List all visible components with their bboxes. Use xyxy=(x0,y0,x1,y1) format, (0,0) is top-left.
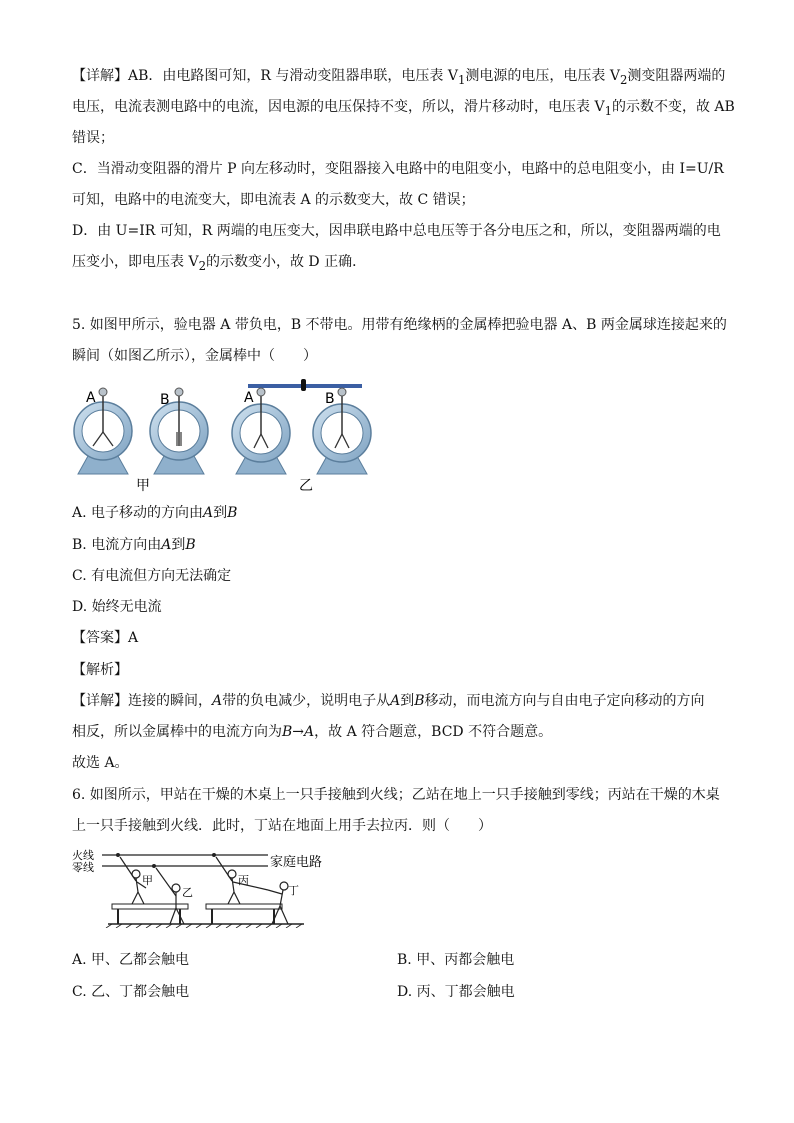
label-jia: 甲 xyxy=(142,874,153,887)
detail-5-line-2: 相反，所以金属棒中的电流方向为B→A，故 A 符合题意，BCD 不符合题意。 xyxy=(72,724,553,740)
electroscope-a-yi xyxy=(232,388,290,474)
detail-5-line-3: 故选 A。 xyxy=(72,755,129,771)
question-5-stem-2: 瞬间（如图乙所示），金属棒中（ ） xyxy=(72,348,317,364)
household-circuit-figure xyxy=(72,844,334,928)
question-6-stem-2: 上一只手接触到火线．此时，丁站在地面上用手去拉丙．则（ ） xyxy=(72,818,492,834)
option-6b: B. 甲、丙都会触电 xyxy=(397,952,515,968)
detail-5-line-1: 【详解】连接的瞬间，A带的负电减少，说明电子从A到B移动，而电流方向与自由电子定向移动的方向 xyxy=(72,693,705,709)
electroscope-b-yi xyxy=(313,388,371,474)
wooden-table-2 xyxy=(206,904,282,924)
explanation-line-7: 压变小，即电压表 $V_2$的示数变小，故 D 正确． xyxy=(72,254,367,273)
explanation-line-1: 【详解】AB．由电路图可知，R 与滑动变阻器串联，电压表 $V_1$测电源的电压，电压表 $V_2$测变阻器两端的 xyxy=(72,68,726,87)
label-b-jia: B xyxy=(160,392,170,408)
label-b-yi: B xyxy=(325,391,335,407)
electroscope-figure xyxy=(66,376,376,494)
question-6-stem-1: 6. 如图所示，甲站在干燥的木桌上一只手接触到火线；乙站在地上一只手接触到零线；丙站在干燥的木桌 xyxy=(72,787,720,803)
label-a-yi: A xyxy=(244,390,254,406)
explanation-line-3: 错误； xyxy=(72,130,114,146)
option-5b: B. 电流方向由A到B xyxy=(72,537,196,553)
explanation-line-4: C．当滑动变阻器的滑片 P 向左移动时，变阻器接入电路中的电阻变小，电路中的总电阻变小，由 I=U/R xyxy=(72,161,724,177)
option-6d: D. 丙、丁都会触电 xyxy=(397,984,515,1000)
answer-5: 【答案】A xyxy=(72,630,139,646)
explanation-line-5: 可知，电路中的电流变大，即电流表 A 的示数变大，故 C 错误； xyxy=(72,192,475,208)
explanation-line-2: 电压，电流表测电路中的电流，因电源的电压保持不变，所以，滑片移动时，电压表 $V_1$的示数不变，故 AB xyxy=(72,99,735,118)
explanation-line-6: D．由 U=IR 可知，R 两端的电压变大，因串联电路中总电压等于各分电压之和，所以，变阻器两端的电 xyxy=(72,223,721,239)
label-bing: 丙 xyxy=(238,874,249,887)
label-a-jia: A xyxy=(86,390,96,406)
caption-yi: 乙 xyxy=(299,478,313,494)
label-ding: 丁 xyxy=(288,884,299,897)
option-5d: D. 始终无电流 xyxy=(72,599,162,615)
person-yi xyxy=(156,868,184,924)
neutral-wire-label: 零线 xyxy=(72,861,94,874)
circuit-label: 家庭电路 xyxy=(270,855,323,870)
live-wire-label: 火线 xyxy=(72,849,94,862)
label-yi: 乙 xyxy=(182,886,193,899)
electroscope-b-jia xyxy=(150,388,208,474)
caption-jia: 甲 xyxy=(136,478,150,494)
option-6a: A. 甲、乙都会触电 xyxy=(72,952,190,968)
electroscope-a-jia xyxy=(74,388,132,474)
question-5-stem-1: 5. 如图甲所示，验电器 A 带负电，B 不带电。用带有绝缘柄的金属棒把验电器 A、B 两金属球连接起来的 xyxy=(72,317,727,333)
analysis-heading-5: 【解析】 xyxy=(72,662,128,678)
option-6c: C. 乙、丁都会触电 xyxy=(72,984,190,1000)
option-5a: A. 电子移动的方向由A到B xyxy=(72,505,238,521)
insulating-handle xyxy=(301,379,306,391)
wooden-table-1 xyxy=(112,904,188,924)
option-5c: C. 有电流但方向无法确定 xyxy=(72,568,232,584)
person-ding xyxy=(268,882,288,924)
